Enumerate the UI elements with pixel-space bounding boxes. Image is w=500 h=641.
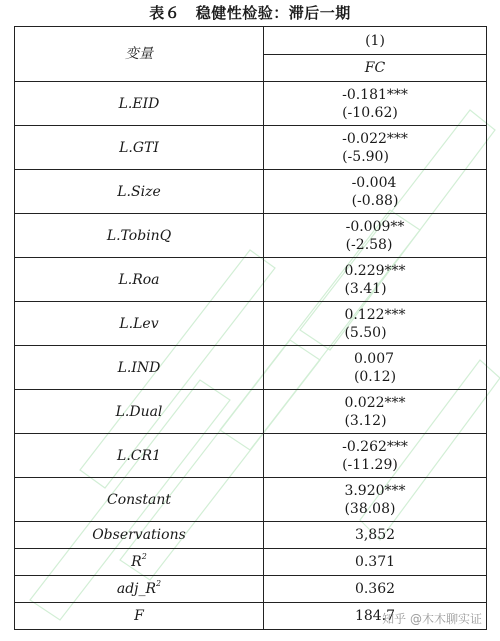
table-row bbox=[15, 346, 487, 390]
row-variable: L.CR1 bbox=[15, 434, 264, 478]
row-variable: L.GTI bbox=[15, 126, 264, 170]
table-row bbox=[15, 126, 487, 170]
stats-row bbox=[15, 576, 487, 603]
row-coefficient: -0.009** bbox=[345, 218, 405, 235]
row-variable: L.TobinQ bbox=[15, 214, 264, 258]
header-dependent-variable: FC bbox=[264, 55, 487, 82]
stat-label-adj-r-squared: adj_R bbox=[116, 581, 157, 597]
row-t-statistic: (-2.58) bbox=[345, 236, 393, 253]
row-variable: Constant bbox=[15, 478, 264, 522]
stat-value: 0.371 bbox=[264, 549, 487, 576]
table-row bbox=[15, 390, 487, 434]
header-column-number: (1) bbox=[264, 27, 487, 55]
row-t-statistic: (0.12) bbox=[353, 368, 397, 385]
stat-label-f: F bbox=[15, 603, 264, 630]
table-row bbox=[15, 82, 487, 126]
watermark-text: 知乎 @木木聊实证 bbox=[382, 612, 482, 626]
table-row bbox=[15, 170, 487, 214]
table-row bbox=[15, 258, 487, 302]
table-caption: 表６ 稳健性检验：滞后一期 bbox=[149, 4, 351, 22]
table-row bbox=[15, 214, 487, 258]
row-t-statistic: (38.08) bbox=[344, 500, 396, 517]
table-row bbox=[15, 434, 487, 478]
row-t-statistic: (-0.88) bbox=[351, 192, 399, 209]
stat-value: 184.7 bbox=[264, 603, 487, 630]
row-coefficient: 3.920*** bbox=[344, 482, 406, 499]
row-coefficient: 0.007 bbox=[353, 350, 395, 367]
row-t-statistic: (-5.90) bbox=[342, 148, 389, 165]
table-row bbox=[15, 478, 487, 522]
stat-value: 3,852 bbox=[264, 522, 487, 549]
row-coefficient: -0.181*** bbox=[342, 86, 408, 103]
row-variable: L.Dual bbox=[15, 390, 264, 434]
row-variable: L.Size bbox=[15, 170, 264, 214]
row-t-statistic: (-11.29) bbox=[342, 456, 398, 473]
row-coefficient: -0.004 bbox=[351, 174, 397, 191]
stat-label-r-squared: R bbox=[131, 554, 142, 570]
superscript: 2 bbox=[141, 552, 147, 561]
row-coefficient: 0.229*** bbox=[344, 262, 406, 279]
stat-value: 0.362 bbox=[264, 576, 487, 603]
stats-row bbox=[15, 549, 487, 576]
row-coefficient: 0.122*** bbox=[344, 306, 406, 323]
row-variable: L.IND bbox=[15, 346, 264, 390]
stats-row bbox=[15, 522, 487, 549]
table-row bbox=[15, 302, 487, 346]
stat-label-observations: Observations bbox=[15, 522, 264, 549]
superscript: 2 bbox=[156, 579, 162, 588]
row-coefficient: -0.262*** bbox=[342, 438, 408, 455]
row-t-statistic: (3.41) bbox=[344, 280, 387, 297]
row-coefficient: 0.022*** bbox=[344, 394, 406, 411]
row-t-statistic: (-10.62) bbox=[342, 104, 398, 121]
row-t-statistic: (3.12) bbox=[344, 412, 387, 429]
regression-table bbox=[14, 26, 487, 630]
row-coefficient: -0.022*** bbox=[342, 130, 408, 147]
row-variable: L.Roa bbox=[15, 258, 264, 302]
row-variable: L.Lev bbox=[15, 302, 264, 346]
row-variable: L.EID bbox=[15, 82, 264, 126]
row-t-statistic: (5.50) bbox=[344, 324, 387, 341]
header-variable-label: 变量 bbox=[15, 27, 264, 82]
